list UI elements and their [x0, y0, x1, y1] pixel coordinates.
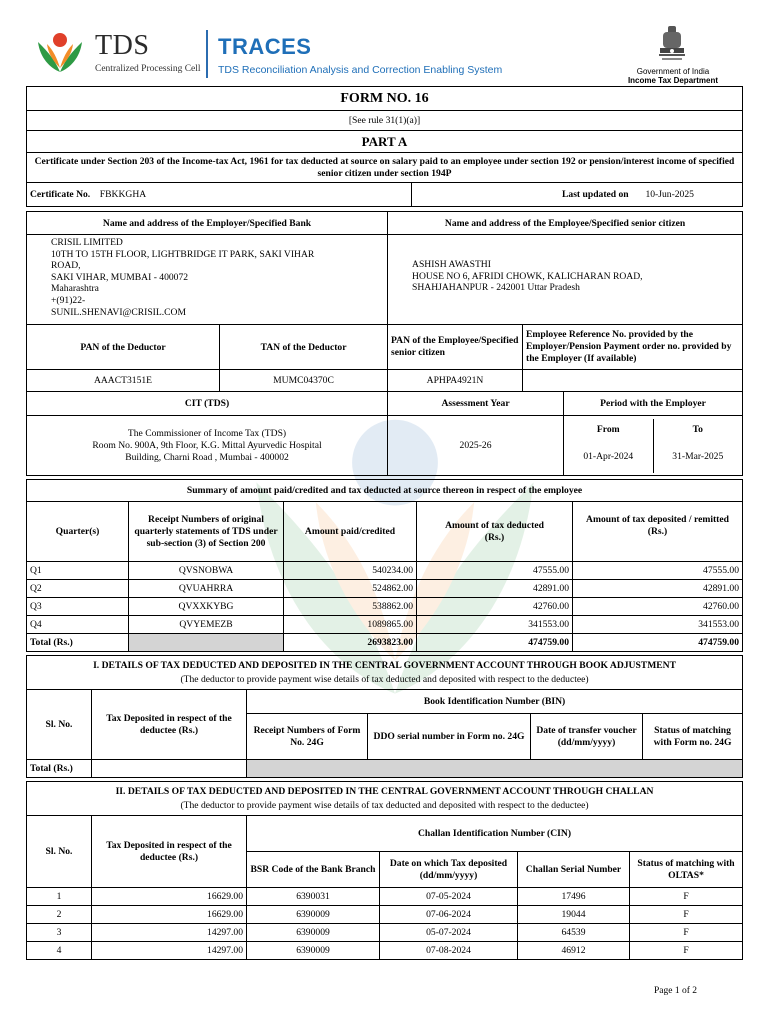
challan-title: II. DETAILS OF TAX DEDUCTED AND DEPOSITED IN THE CENTRAL GOVERNMENT ACCOUNT THROUGH CHALLAN [115, 785, 654, 797]
form-heading-table [26, 86, 743, 207]
book-total-blank [247, 760, 743, 778]
challan-table [26, 781, 743, 960]
amount-paid-cell: 524862.00 [284, 580, 417, 598]
book-total-label: Total (Rs.) [27, 760, 92, 778]
employee-line: HOUSE NO 6, AFRIDI CHOWK, KALICHARAN ROAD, [412, 270, 643, 282]
challan-sl: 4 [27, 942, 92, 960]
pan-deductor: AAACT3151E [27, 370, 220, 392]
tax-deposited-cell: 42891.00 [573, 580, 743, 598]
summary-total-row [27, 634, 743, 652]
tax-deducted-cell: 42891.00 [417, 580, 573, 598]
receipt-cell: QVXXKYBG [129, 598, 284, 616]
tds-logo-text: TDS [95, 30, 150, 61]
pan-deductor-label: PAN of the Deductor [27, 325, 220, 370]
traces-subtitle: TDS Reconciliation Analysis and Correction Enabling System [218, 64, 503, 76]
cit-line: The Commissioner of Income Tax (TDS) [127, 427, 287, 439]
book-adjustment-subtitle: (The deductor to provide payment wise details of tax deducted and deposited with respect to the deductee) [180, 673, 589, 685]
tax-deducted-cell: 47555.00 [417, 562, 573, 580]
quarter-cell: Q2 [27, 580, 129, 598]
bin-label: Book Identification Number (BIN) [247, 690, 743, 714]
form-rule: [See rule 31(1)(a)] [27, 111, 743, 131]
receipt-24g-label: Receipt Numbers of Form No. 24G [247, 714, 368, 760]
challan-serial: 46912 [518, 942, 630, 960]
quarter-cell: Q1 [27, 562, 129, 580]
tds-subtitle: Centralized Processing Cell [95, 64, 201, 74]
total-label: Total (Rs.) [27, 634, 129, 652]
deposit-date-label: Date on which Tax deposited (dd/mm/yyyy) [380, 852, 518, 888]
govt-of-india-label [610, 67, 736, 85]
challan-bsr: 6390031 [247, 888, 380, 906]
dept-line: Income Tax Department [627, 76, 719, 85]
book-tax-label: Tax Deposited in respect of the deductee (Rs.) [92, 690, 247, 760]
quarter-header: Quarter(s) [27, 502, 129, 562]
tds-logo-icon [32, 28, 88, 78]
challan-status: F [630, 888, 743, 906]
cit-address [27, 416, 388, 476]
challan-tax: 16629.00 [92, 888, 247, 906]
employer-line: +(91)22- [51, 294, 86, 306]
tax-deposited-cell: 47555.00 [573, 562, 743, 580]
tax-deposited-cell: 42760.00 [573, 598, 743, 616]
challan-subtitle: (The deductor to provide payment wise details of tax deducted and deposited with respect to the deductee) [180, 799, 589, 811]
challan-row [27, 942, 743, 960]
summary-row [27, 562, 743, 580]
cit-line: Room No. 900A, 9th Floor, K.G. Mittal Ayurvedic Hospital [92, 439, 322, 451]
employee-line: ASHISH AWASTHI [412, 259, 491, 270]
challan-status: F [630, 942, 743, 960]
page-header [0, 0, 768, 86]
challan-heading [27, 782, 743, 816]
summary-table [26, 479, 743, 652]
voucher-date-label: Date of transfer voucher (dd/mm/yyyy) [531, 714, 643, 760]
ddo-serial-label: DDO serial number in Form no. 24G [368, 714, 531, 760]
part-title: PART A [27, 131, 743, 153]
tax-deducted-cell: 341553.00 [417, 616, 573, 634]
employer-line: ROAD, [51, 260, 81, 272]
status-24g-label: Status of matching with Form no. 24G [643, 714, 743, 760]
cit-line: Building, Charni Road , Mumbai - 400002 [125, 451, 289, 463]
total-receipt-blank [129, 634, 284, 652]
employee-heading: Name and address of the Employee/Specified senior citizen [388, 212, 743, 235]
challan-row [27, 906, 743, 924]
amount-paid-cell: 540234.00 [284, 562, 417, 580]
receipt-cell: QVUAHRRA [129, 580, 284, 598]
cin-label: Challan Identification Number (CIN) [247, 816, 743, 852]
challan-row [27, 924, 743, 942]
amount-paid-cell: 1089865.00 [284, 616, 417, 634]
challan-serial: 17496 [518, 888, 630, 906]
header-divider [206, 30, 208, 78]
quarter-cell: Q4 [27, 616, 129, 634]
oltas-status-label: Status of matching with OLTAS* [630, 852, 743, 888]
period-from-label: From [564, 419, 653, 441]
employer-address [27, 235, 388, 325]
challan-sl-label: Sl. No. [27, 816, 92, 888]
period-to-label: To [692, 424, 703, 435]
employee-ref-label: Employee Reference No. provided by the Employer/Pension Payment order no. provided by the Employer (If available) [523, 325, 743, 370]
employer-heading: Name and address of the Employer/Specified Bank [27, 212, 388, 235]
book-sl-label: Sl. No. [27, 690, 92, 760]
challan-bsr: 6390009 [247, 924, 380, 942]
summary-title: Summary of amount paid/credited and tax deducted at source thereon in respect of the employee [27, 480, 743, 502]
last-updated-date: 10-Jun-2025 [645, 189, 694, 200]
tan-deductor: MUMC04370C [220, 370, 388, 392]
page-number: Page 1 of 2 [654, 986, 698, 996]
challan-bsr: 6390009 [247, 942, 380, 960]
assessment-year: 2025-26 [388, 416, 564, 476]
challan-row [27, 888, 743, 906]
challan-serial: 64539 [518, 924, 630, 942]
amount-paid-header: Amount paid/credited [284, 502, 417, 562]
tax-deducted-header: Amount of tax deducted (Rs.) [417, 502, 573, 562]
certificate-text: Certificate under Section 203 of the Income-tax Act, 1961 for tax deducted at source on salary paid to an employee under section 192 or pension/interest income of specified senior citizen under section 194P [27, 153, 743, 183]
challan-date: 05-07-2024 [380, 924, 518, 942]
book-adjustment-title: I. DETAILS OF TAX DEDUCTED AND DEPOSITED IN THE CENTRAL GOVERNMENT ACCOUNT THROUGH BOOK ADJUSTMENT [93, 659, 676, 671]
employer-line: 10TH TO 15TH FLOOR, LIGHTBRIDGE IT PARK, SAKI VIHAR [51, 248, 315, 260]
quarter-cell: Q3 [27, 598, 129, 616]
certificate-no-cell [27, 183, 412, 207]
challan-serial: 19044 [518, 906, 630, 924]
tax-deposited-cell: 341553.00 [573, 616, 743, 634]
challan-status: F [630, 906, 743, 924]
assessment-year-label: Assessment Year [388, 392, 564, 416]
period-cell [564, 416, 743, 476]
challan-date: 07-06-2024 [380, 906, 518, 924]
challan-date: 07-08-2024 [380, 942, 518, 960]
challan-sl: 1 [27, 888, 92, 906]
challan-tax-label: Tax Deposited in respect of the deductee (Rs.) [92, 816, 247, 888]
traces-title: TRACES [218, 34, 312, 59]
employee-address [388, 235, 743, 325]
summary-row [27, 598, 743, 616]
receipt-cell: QVSNOBWA [129, 562, 284, 580]
employer-line: SUNIL.SHENAVI@CRISIL.COM [51, 306, 186, 318]
total-deposited: 474759.00 [573, 634, 743, 652]
summary-row [27, 616, 743, 634]
book-total-value [92, 760, 247, 778]
form-title: FORM NO. 16 [27, 87, 743, 111]
govt-line: Government of India [636, 67, 710, 76]
period-table [564, 419, 742, 473]
national-emblem-icon [655, 24, 689, 66]
employer-line: SAKI VIHAR, MUMBAI - 400072 [51, 271, 189, 283]
parties-table [26, 211, 743, 476]
last-updated-cell [412, 183, 743, 207]
period-from: 01-Apr-2024 [564, 441, 653, 473]
employee-line: SHAHJAHANPUR - 242001 Uttar Pradesh [412, 282, 580, 294]
summary-row [27, 580, 743, 598]
amount-paid-cell: 538862.00 [284, 598, 417, 616]
challan-tax: 16629.00 [92, 906, 247, 924]
tan-deductor-label: TAN of the Deductor [220, 325, 388, 370]
tax-deposited-header: Amount of tax deposited / remitted (Rs.) [573, 502, 743, 562]
challan-bsr: 6390009 [247, 906, 380, 924]
receipt-cell: QVYEMEZB [129, 616, 284, 634]
challan-status: F [630, 924, 743, 942]
employer-line: Maharashtra [51, 283, 99, 295]
challan-sl: 2 [27, 906, 92, 924]
certificate-no-label: Certificate No. [30, 189, 91, 200]
total-deducted: 474759.00 [417, 634, 573, 652]
employer-line: CRISIL LIMITED [51, 237, 123, 248]
last-updated-label: Last updated on [562, 189, 629, 200]
pan-employee: APHPA4921N [388, 370, 523, 392]
book-adjustment-heading [27, 656, 743, 690]
employee-ref [523, 370, 743, 392]
book-adjustment-table [26, 655, 743, 778]
period-to: 31-Mar-2025 [672, 451, 724, 462]
challan-tax: 14297.00 [92, 942, 247, 960]
receipt-header: Receipt Numbers of original quarterly statements of TDS under sub-section (3) of Section 200 [129, 502, 284, 562]
period-label: Period with the Employer [564, 392, 743, 416]
certificate-no: FBKKGHA [99, 189, 147, 200]
challan-date: 07-05-2024 [380, 888, 518, 906]
bsr-code-label: BSR Code of the Bank Branch [247, 852, 380, 888]
challan-tax: 14297.00 [92, 924, 247, 942]
tax-deducted-cell: 42760.00 [417, 598, 573, 616]
cit-label: CIT (TDS) [27, 392, 388, 416]
challan-serial-label: Challan Serial Number [518, 852, 630, 888]
challan-sl: 3 [27, 924, 92, 942]
total-paid: 2693823.00 [284, 634, 417, 652]
pan-employee-label: PAN of the Employee/Specified senior citizen [388, 325, 523, 370]
